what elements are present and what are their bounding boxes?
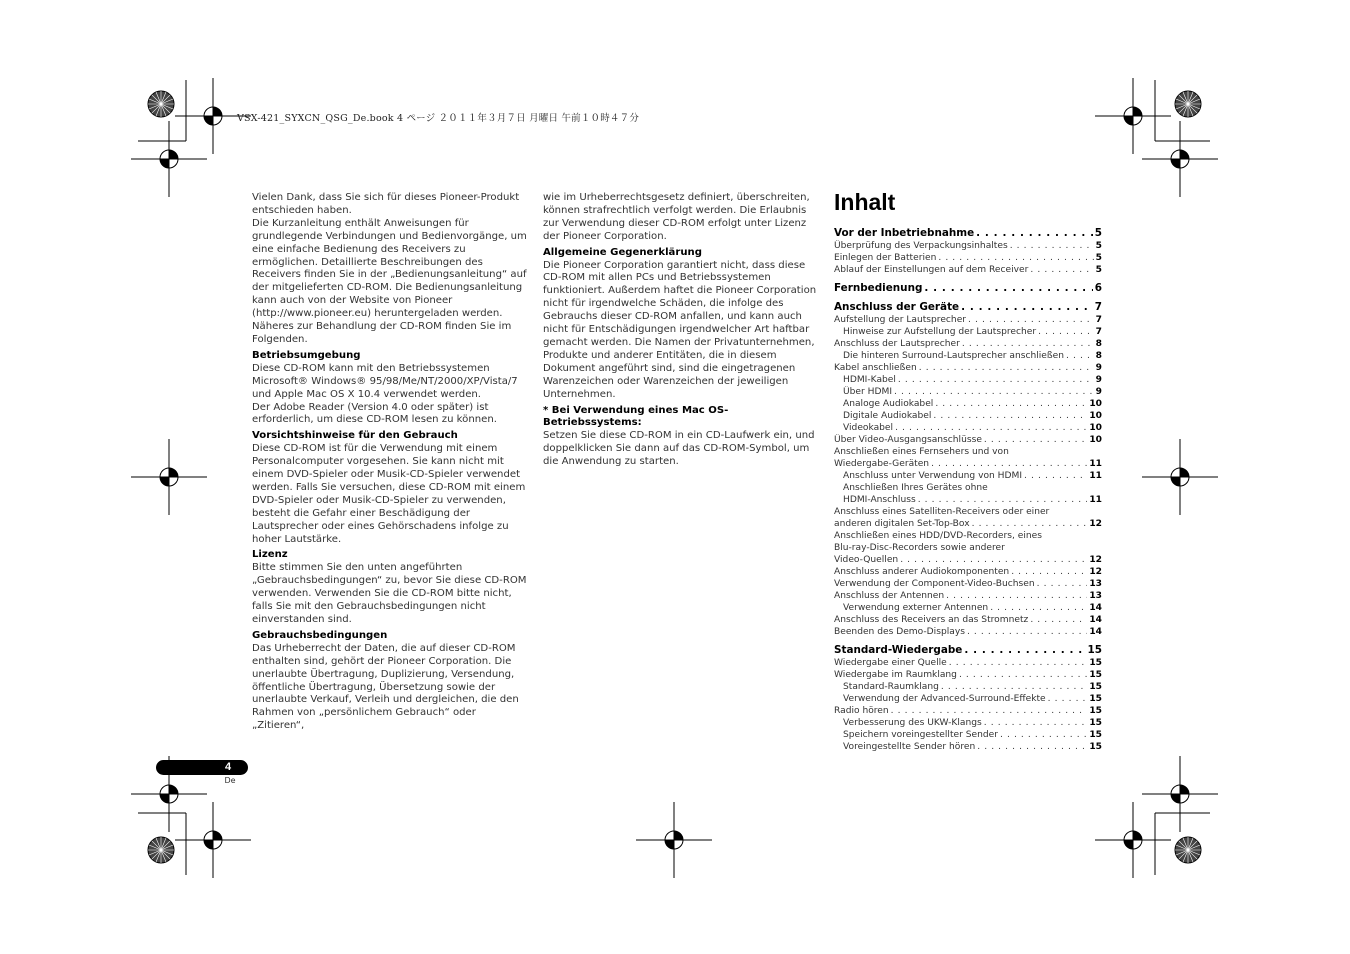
toc-section-heading[interactable]: [834, 227, 1102, 240]
paragraph: wie im Urheberrechtsgesetz definiert, überschreiten, können strafrechtlich verfolgt werden. Die Erlaubnis zur Verwendung dieser CD-ROM erfolgt unter Lizenz der Pioneer Corporation.: [543, 192, 810, 242]
toc-entry-text: Wiedergabe-Geräten: [834, 459, 930, 469]
toc-entry-text: Anschließen Ihres Gerätes ohne: [843, 483, 988, 493]
toc-sections: [834, 227, 1102, 753]
toc-section-page: 6: [1094, 282, 1102, 294]
toc-entry[interactable]: [834, 506, 1102, 518]
toc-entry-text: Anschluss der Antennen: [834, 591, 945, 601]
page-language: De: [224, 776, 236, 785]
toc-entry-page: 13: [1089, 591, 1102, 601]
toc-entry[interactable]: [834, 362, 1102, 374]
toc-entry[interactable]: [834, 410, 1102, 422]
toc-entry[interactable]: [834, 530, 1102, 542]
toc-section-title: Vor der Inbetriebnahme: [834, 227, 975, 239]
leader-dots: [935, 398, 1087, 410]
leader-dots: [961, 301, 1093, 314]
leader-dots: [949, 657, 1088, 669]
toc-section: [834, 227, 1102, 276]
paragraph: Näheres zur Behandlung der CD-ROM finden Sie im Folgenden.: [252, 321, 512, 345]
toc-section: [834, 644, 1102, 753]
toc-entry-page: 9: [1095, 375, 1102, 385]
paragraph: Diese CD-ROM kann mit den Betriebssystemen Microsoft® Windows® 95/98/Me/NT/2000/XP/Vista/7 und Apple Mac OS X 10.4 verwendet werden.: [252, 362, 518, 400]
toc-section-title: Fernbedienung: [834, 282, 923, 294]
toc-entry-text: Hinweise zur Aufstellung der Lautsprecher: [843, 327, 1037, 337]
toc-entry[interactable]: [834, 542, 1102, 554]
toc-section-title: Standard-Wiedergabe: [834, 644, 963, 656]
toc-entry-page: 5: [1095, 265, 1102, 275]
toc-title: Inhalt: [834, 189, 896, 215]
toc-entry[interactable]: [834, 590, 1102, 602]
toc-entry-page: 8: [1095, 339, 1102, 349]
paragraph: Die Pioneer Corporation garantiert nicht, dass diese CD-ROM mit allen PCs und Betriebssystemen funktioniert. Außerdem haftet die Pioneer Corporation nicht für irgendwelche Schäden, die infolge des Gebrauchs dieser CD-ROM anfallen, und kann auch nicht für Entschädigungen irgendwelcher Art haftbar gemacht werden. Die Namen der Privatunternehmen, Produkte und anderer Entitäten, die in diesem Dokument angeführt sind, sind die eingetragenen Warenzeichen oder Warenzeichen der jeweiligen Unternehmen.: [543, 259, 817, 400]
toc-entry-page: 15: [1089, 658, 1102, 668]
intro-column: [252, 192, 527, 733]
leader-dots: [1030, 264, 1093, 276]
toc-section-page: 5: [1094, 227, 1102, 239]
toc-entry-page: 10: [1089, 435, 1102, 445]
paragraph: Das Urheberrecht der Daten, die auf dieser CD-ROM enthalten sind, gehört der Pioneer Corporation. Die unerlaubte Übertragung, Duplizierung, Versendung, öffentliche Übertragung, Übersetzung sowie der unerlaubte Verkauf, Verleih und dergleichen, die den Rahmen von „persönlichem Gebrauch“ oder „Zitieren“,: [252, 642, 519, 732]
toc-entry-page: 9: [1095, 363, 1102, 373]
toc-entry[interactable]: [834, 350, 1102, 362]
toc-entry-text: Verwendung der Component-Video-Buchsen: [834, 579, 1035, 589]
toc-entry-page: 7: [1095, 327, 1102, 337]
leader-dots: [941, 681, 1087, 693]
toc-entry[interactable]: [834, 602, 1102, 614]
leader-dots: [990, 602, 1087, 614]
toc-entry-text: Voreingestellte Sender hören: [843, 742, 976, 752]
toc-entry-page: 12: [1089, 519, 1102, 529]
toc-entry[interactable]: [834, 338, 1102, 350]
leader-dots: [894, 386, 1094, 398]
leader-dots: [946, 590, 1087, 602]
toc-entry-text: Analoge Audiokabel: [843, 399, 934, 409]
leader-dots: [938, 252, 1093, 264]
toc-entry-page: 14: [1089, 603, 1102, 613]
toc-entry-page: 14: [1089, 615, 1102, 625]
toc-section-page: 15: [1087, 644, 1102, 656]
toc-entry-text: Radio hören: [834, 706, 889, 716]
toc-entry-text: Wiedergabe einer Quelle: [834, 658, 947, 668]
leader-dots: [977, 741, 1087, 753]
leader-dots: [933, 410, 1087, 422]
toc-entry-text: Anschließen eines Fernsehers und von: [834, 447, 1009, 457]
leader-dots: [1048, 693, 1088, 705]
toc-entry[interactable]: [834, 614, 1102, 626]
toc-entry[interactable]: [834, 482, 1102, 494]
toc-entry-text: Über Video-Ausgangsanschlüsse: [834, 435, 982, 445]
leader-dots: [895, 422, 1087, 434]
toc-entry[interactable]: [834, 626, 1102, 638]
section-heading: * Bei Verwendung eines Mac OS-Betriebssystems:: [543, 404, 729, 429]
toc-entry-text: Verwendung der Advanced-Surround-Effekte: [843, 694, 1046, 704]
toc-entry-page: 15: [1089, 670, 1102, 680]
toc-section-page: 7: [1094, 301, 1102, 313]
leader-dots: [1000, 729, 1087, 741]
leader-dots: [1011, 566, 1087, 578]
toc-entry-page: 15: [1089, 682, 1102, 692]
leader-dots: [972, 518, 1088, 530]
leader-dots: [918, 494, 1088, 506]
leader-dots: [891, 705, 1088, 717]
leader-dots: [931, 458, 1087, 470]
toc-section: [834, 301, 1102, 638]
toc-entry-page: 11: [1089, 495, 1102, 505]
toc-section: [834, 282, 1102, 295]
toc-entry-page: 13: [1089, 579, 1102, 589]
toc-entry[interactable]: [834, 518, 1102, 530]
leader-dots: [924, 282, 1092, 295]
toc-entry-page: 15: [1089, 706, 1102, 716]
leader-dots: [962, 338, 1094, 350]
paragraph: Vielen Dank, dass Sie sich für dieses Pioneer-Produkt entschieden haben.: [252, 192, 520, 216]
toc-entry-text: Verbesserung des UKW-Klangs: [843, 718, 982, 728]
page-number: 4: [224, 761, 232, 773]
toc-entry[interactable]: [834, 386, 1102, 398]
toc-entry[interactable]: [834, 374, 1102, 386]
section-heading: Lizenz: [252, 549, 288, 561]
toc-entry-page: 9: [1095, 387, 1102, 397]
toc-entry[interactable]: [834, 252, 1102, 264]
leader-dots: [900, 554, 1087, 566]
toc-entry-text: Anschluss des Receivers an das Stromnetz: [834, 615, 1029, 625]
leader-dots: [984, 717, 1088, 729]
toc-entry-page: 5: [1095, 241, 1102, 251]
toc-section-heading[interactable]: [834, 282, 1102, 295]
toc-entry-page: 5: [1095, 253, 1102, 263]
toc-entry-text: Digitale Audiokabel: [843, 411, 932, 421]
toc-entry-text: Verwendung externer Antennen: [843, 603, 989, 613]
toc-entry-text: Anschluss eines Satelliten-Receivers oder einer: [834, 507, 1050, 517]
section-heading: Betriebsumgebung: [252, 349, 361, 361]
paragraph: Diese CD-ROM ist für die Verwendung mit einem Personalcomputer vorgesehen. Sie kann nicht mit einem DVD-Spieler oder Musik-CD-Spieler verwendet werden. Falls Sie versuchen, diese CD-ROM mit einem DVD-Spieler oder Musik-CD-Spieler zu verwenden, besteht die Gefahr einer Beschädigung der Lautsprecher oder eines Gehörschadens infolge zu hoher Lautstärke.: [252, 443, 526, 545]
toc-entry[interactable]: [834, 494, 1102, 506]
toc-entry[interactable]: [834, 578, 1102, 590]
toc-entry-text: Anschluss der Lautsprecher: [834, 339, 960, 349]
leader-dots: [898, 374, 1094, 386]
toc-entry-page: 10: [1089, 423, 1102, 433]
toc-entry[interactable]: [834, 681, 1102, 693]
toc-entry[interactable]: [834, 705, 1102, 717]
table-of-contents: [834, 187, 1102, 753]
toc-entry-text: Beenden des Demo-Displays: [834, 627, 965, 637]
leader-dots: [1010, 240, 1094, 252]
toc-entry-page: 7: [1095, 315, 1102, 325]
section-heading: Gebrauchsbedingungen: [252, 629, 388, 641]
toc-entry-text: Videokabel: [843, 423, 894, 433]
toc-entry[interactable]: [834, 741, 1102, 753]
leader-dots: [1066, 350, 1094, 362]
toc-entry-text: Speichern voreingestellter Sender: [843, 730, 998, 740]
toc-entry-page: 10: [1089, 399, 1102, 409]
toc-entry[interactable]: [834, 446, 1102, 458]
section-heading: Allgemeine Gegenerklärung: [543, 246, 702, 258]
leader-dots: [1037, 578, 1088, 590]
paragraph: Die Kurzanleitung enthält Anweisungen für grundlegende Verbindungen und Bedienvorgänge, um eine einfache Bedienung des Receivers zu ermöglichen. Detaillierte Beschreibungen des Receivers finden Sie in der „Bedienungsanleitung“ auf der mitgelieferten CD-ROM. Die Bedienungsanleitung kann auch von der Website von Pioneer (http://www.pioneer.eu) heruntergeladen werden.: [252, 217, 527, 320]
toc-entry-text: Standard-Raumklang: [843, 682, 939, 692]
toc-entry[interactable]: [834, 693, 1102, 705]
toc-entry-page: 8: [1095, 351, 1102, 361]
toc-entry-page: 15: [1089, 742, 1102, 752]
toc-entry-text: Ablauf der Einstellungen auf dem Receiver: [834, 265, 1029, 275]
toc-entry[interactable]: [834, 470, 1102, 482]
toc-section-heading[interactable]: [834, 644, 1102, 657]
toc-entry[interactable]: [834, 657, 1102, 669]
paragraph: Setzen Sie diese CD-ROM in ein CD-Laufwerk ein, und doppelklicken Sie dann auf das CD-ROM-Symbol, um die Anwendung zu starten.: [543, 430, 815, 468]
toc-entry-page: 14: [1089, 627, 1102, 637]
leader-dots: [919, 362, 1094, 374]
leader-dots: [968, 314, 1094, 326]
paragraph: Der Adobe Reader (Version 4.0 oder später) ist erforderlich, um diese CD-ROM lesen zu können.: [252, 401, 497, 426]
toc-entry[interactable]: [834, 398, 1102, 410]
toc-entry[interactable]: [834, 240, 1102, 252]
toc-entry-text: Anschluss anderer Audiokomponenten: [834, 567, 1010, 577]
toc-entry-text: Aufstellung der Lautsprecher: [834, 315, 967, 325]
toc-entry-text: Überprüfung des Verpackungsinhaltes: [834, 241, 1008, 251]
toc-entry-text: Kabel anschließen: [834, 363, 917, 373]
toc-entry-page: 11: [1089, 471, 1102, 481]
toc-entry[interactable]: [834, 314, 1102, 326]
toc-entry-page: 15: [1089, 718, 1102, 728]
toc-entry[interactable]: [834, 458, 1102, 470]
toc-entry-page: 10: [1089, 411, 1102, 421]
toc-section-heading[interactable]: [834, 301, 1102, 314]
leader-dots: [964, 644, 1085, 657]
toc-entry[interactable]: [834, 422, 1102, 434]
toc-entry[interactable]: [834, 717, 1102, 729]
toc-entry-page: 12: [1089, 567, 1102, 577]
leader-dots: [984, 434, 1087, 446]
toc-entry[interactable]: [834, 434, 1102, 446]
toc-entry[interactable]: [834, 566, 1102, 578]
toc-entry-text: HDMI-Kabel: [843, 375, 896, 385]
paragraph: Bitte stimmen Sie den unten angeführten „Gebrauchsbedingungen“ zu, bevor Sie diese CD-ROM verwenden. Verwenden Sie die CD-ROM bitte nicht, falls Sie mit den Gebrauchsbedingungen nicht einverstanden sind.: [252, 562, 527, 625]
toc-entry-text: Blu-ray-Disc-Recorders sowie anderer: [834, 543, 1005, 553]
legal-column: [543, 192, 819, 469]
leader-dots: [1024, 470, 1087, 482]
toc-entry[interactable]: [834, 326, 1102, 338]
toc-entry-text: Einlegen der Batterien: [834, 253, 937, 263]
toc-entry[interactable]: [834, 554, 1102, 566]
toc-entry[interactable]: [834, 729, 1102, 741]
toc-entry[interactable]: [834, 264, 1102, 276]
toc-entry-page: 12: [1089, 555, 1102, 565]
leader-dots: [967, 626, 1087, 638]
toc-entry-text: Anschluss unter Verwendung von HDMI: [843, 471, 1023, 481]
toc-entry-text: Über HDMI: [843, 387, 893, 397]
section-heading: Vorsichtshinweise für den Gebrauch: [252, 430, 458, 442]
print-job-header: VSX-421_SYXCN_QSG_De.book 4 ページ ２０１１年３月７日 月曜日 午前１０時４７分: [237, 113, 640, 124]
toc-entry-page: 15: [1089, 694, 1102, 704]
toc-entry-text: Wiedergabe im Raumklang: [834, 670, 957, 680]
leader-dots: [976, 227, 1093, 240]
toc-entry-text: Die hinteren Surround-Lautsprecher anschließen: [843, 351, 1064, 361]
leader-dots: [1030, 614, 1087, 626]
toc-entry-text: HDMI-Anschluss: [843, 495, 916, 505]
toc-entry-page: 11: [1089, 459, 1102, 469]
toc-section-title: Anschluss der Geräte: [834, 301, 960, 313]
leader-dots: [1038, 326, 1094, 338]
toc-entry-text: anderen digitalen Set-Top-Box: [834, 519, 970, 529]
toc-entry[interactable]: [834, 669, 1102, 681]
toc-entry-page: 15: [1089, 730, 1102, 740]
toc-entry-text: Anschließen eines HDD/DVD-Recorders, eines: [834, 531, 1042, 541]
toc-entry-text: Video-Quellen: [834, 555, 899, 565]
leader-dots: [959, 669, 1087, 681]
